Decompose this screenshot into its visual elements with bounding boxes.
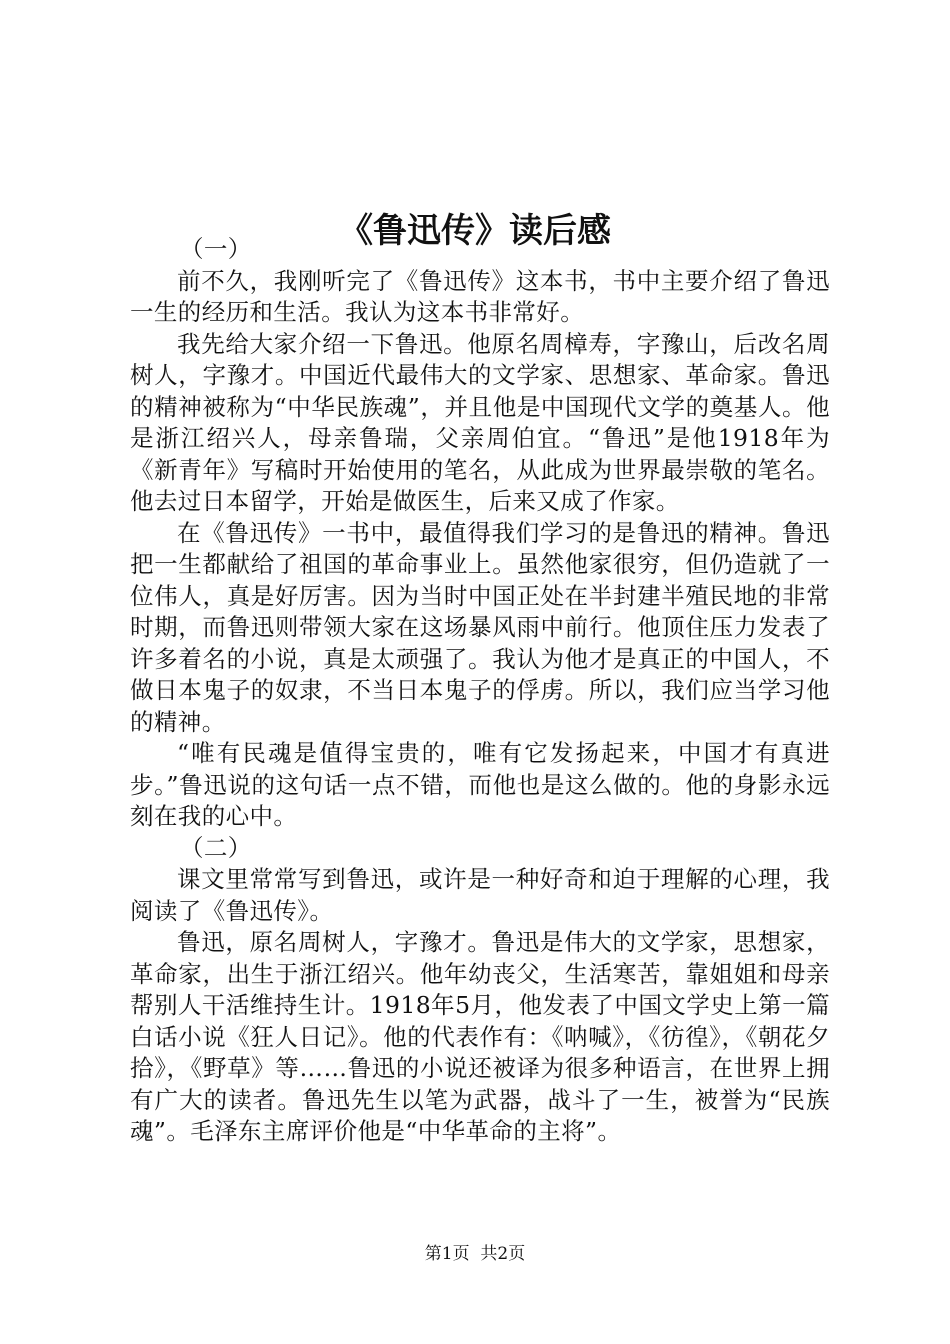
document-title: 《鲁迅传》读后感 bbox=[339, 210, 611, 251]
page-footer bbox=[0, 1242, 950, 1266]
paragraph: 课文里常常写到鲁迅，或许是一种好奇和迫于理解的心理，我阅读了《鲁迅传》。 bbox=[130, 865, 830, 925]
page-number: 第1页 共2页 bbox=[424, 1244, 526, 1264]
paragraph: 鲁迅，原名周树人，字豫才。鲁迅是伟大的文学家，思想家，革命家，出生于浙江绍兴。他年幼丧父，生活寒苦，靠姐姐和母亲帮别人干活维持生计。1918年5月，他发表了中国文学史上第一篇白话小说《狂人日记》。他的代表作有：《呐喊》，《彷徨》，《朝花夕拾》，《野草》等……鲁迅的小说还被译为很多种语言，在世界上拥有广大的读者。鲁迅先生以笔为武器，战斗了一生，被誉为“民族魂”。毛泽东主席评价他是“中华革命的主将”。 bbox=[130, 928, 830, 1145]
paragraph: 在《鲁迅传》一书中，最值得我们学习的是鲁迅的精神。鲁迅把一生都献给了祖国的革命事业上。虽然他家很穷，但仍造就了一位伟人，真是好厉害。因为当时中国正处在半封建半殖民地的非常时期，而鲁迅则带领大家在这场暴风雨中前行。他顶住压力发表了许多着名的小说，真是太顽强了。我认为他才是真正的中国人，不做日本鬼子的奴隶，不当日本鬼子的俘虏。所以，我们应当学习他的精神。 bbox=[130, 518, 830, 736]
paragraph: 我先给大家介绍一下鲁迅。他原名周樟寿，字豫山，后改名周树人，字豫才。中国近代最伟大的文学家、思想家、革命家。鲁迅的精神被称为“中华民族魂”，并且他是中国现代文学的奠基人。他是浙江绍兴人，母亲鲁瑞，父亲周伯宜。“鲁迅”是他1918年为《新青年》写稿时开始使用的笔名，从此成为世界最崇敬的笔名。他去过日本留学，开始是做医生，后来又成了作家。 bbox=[130, 329, 830, 515]
paragraph: 前不久，我刚听完了《鲁迅传》这本书，书中主要介绍了鲁迅一生的经历和生活。我认为这本书非常好。 bbox=[130, 266, 830, 326]
paragraph: “唯有民魂是值得宝贵的，唯有它发扬起来，中国才有真进步。”鲁迅说的这句话一点不错，而他也是这么做的。他的身影永远刻在我的心中。 bbox=[130, 739, 830, 830]
section-marker-2: （二） bbox=[180, 833, 252, 862]
section-marker-1: （一） bbox=[180, 235, 252, 263]
document-body bbox=[130, 234, 830, 1148]
